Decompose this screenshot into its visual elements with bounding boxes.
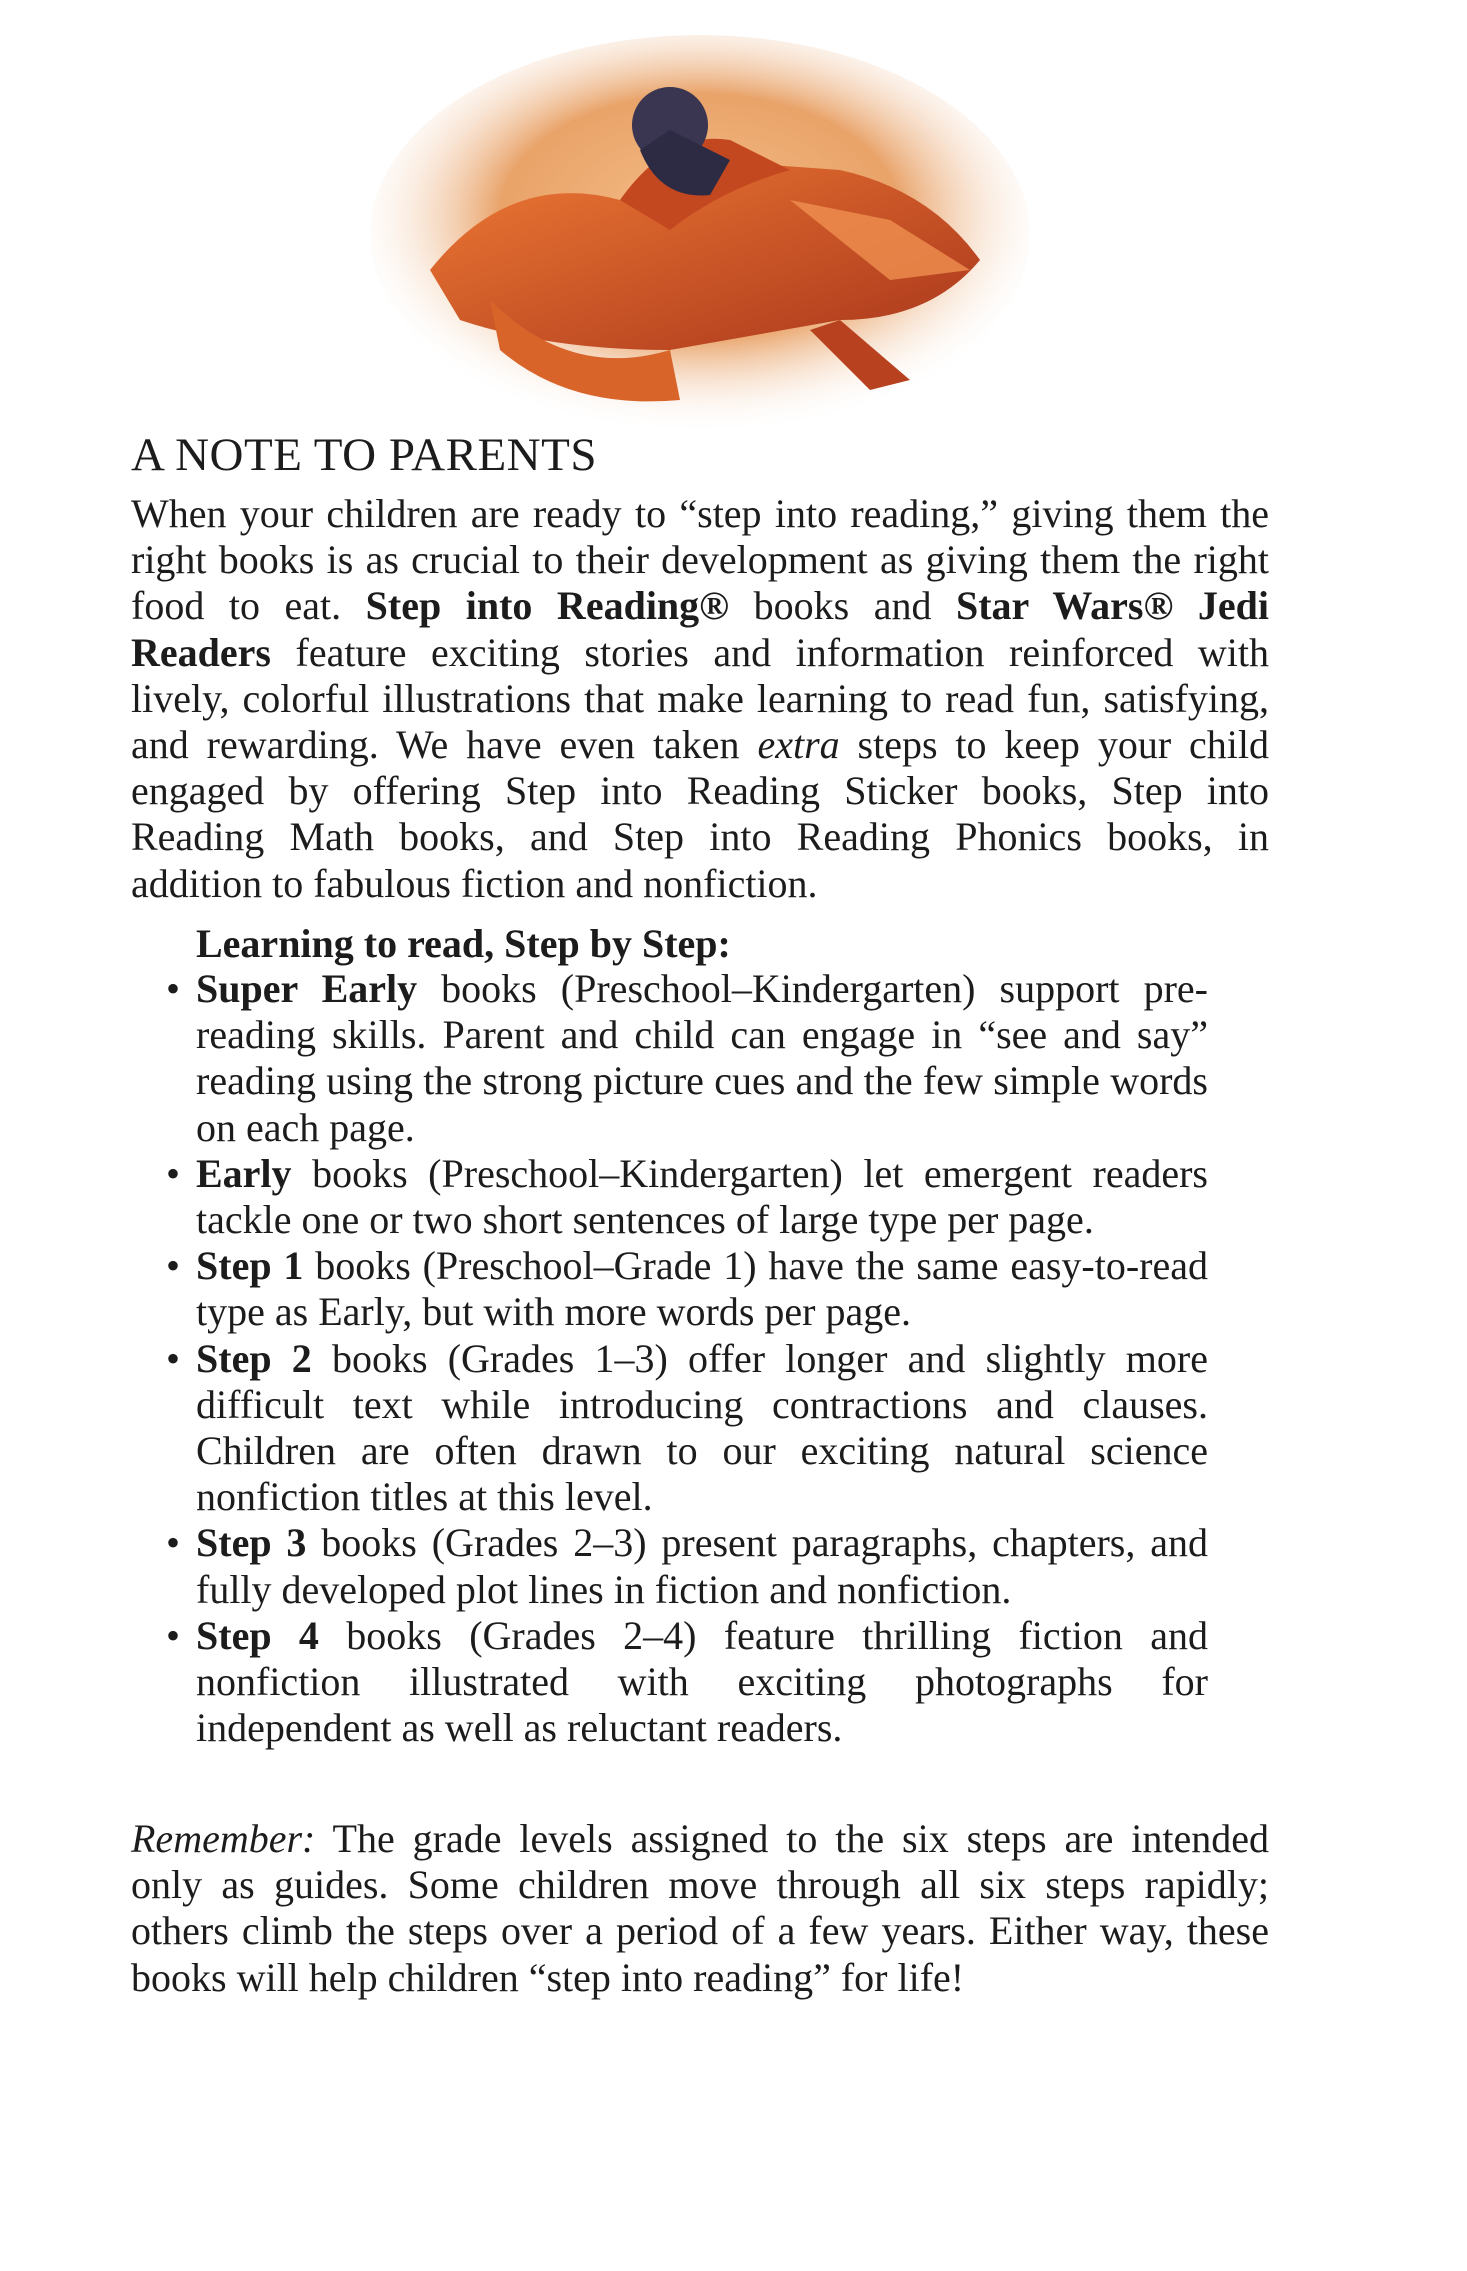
step-text: books (Grades 2–4) feature thrilling fiction and nonfiction illustrated with exciting photographs for independent as well as reluctant readers. — [196, 1612, 1208, 1751]
step-item-step-1 — [166, 1243, 1208, 1335]
step-label: Step 2 — [196, 1335, 312, 1381]
intro-emphasis: extra — [757, 722, 840, 768]
step-label: Step 4 — [196, 1612, 319, 1658]
step-label: Step 3 — [196, 1520, 307, 1566]
step-text: books (Preschool–Grade 1) have the same easy-to-read type as Early, but with more words per page. — [196, 1243, 1208, 1335]
speeder-bike-illustration-icon — [370, 20, 1030, 440]
steps-title: Learning to read, Step by Step: — [196, 921, 731, 966]
brand-step-into-reading: Step into Reading® — [365, 583, 730, 629]
bullet: • — [166, 1520, 181, 1566]
step-text: books (Preschool–Kindergarten) support pre-reading skills. Parent and child can engage in “see and say” reading using the strong picture cues and the few simple words on each page. — [196, 966, 1208, 1150]
step-label: Super Early — [196, 966, 418, 1011]
step-item-super-early — [166, 966, 1208, 1151]
intro-text-1: When your children are ready to “step into reading,” giving them the right books is as crucial to their development as giving them the right food to eat. — [131, 491, 1269, 629]
brand-star-wars-jedi-readers: Star Wars® Jedi Readers — [131, 583, 1270, 675]
intro-text-2: books and — [729, 583, 956, 629]
intro-text-4: steps to keep your child engaged by offering Step into Reading Sticker books, Step into Reading Math books, and Step into Reading Phonics books, in addition to fabulous fiction and nonfiction. — [131, 722, 1270, 906]
step-text: books (Preschool–Kindergarten) let emergent readers tackle one or two short sentences of large type per page. — [196, 1150, 1208, 1243]
step-item-step-4 — [166, 1612, 1208, 1752]
remember-paragraph — [131, 1816, 1269, 2001]
steps-list — [166, 966, 1208, 1751]
page-title: A NOTE TO PARENTS — [131, 429, 597, 481]
step-item-early — [166, 1150, 1208, 1243]
step-item-step-3 — [166, 1520, 1208, 1612]
bullet: • — [166, 1243, 181, 1289]
remember-text: The grade levels assigned to the six steps are intended only as guides. Some children move through all six steps rapidly; others climb the steps over a period of a few years. Either way, these books will help children “step into reading” for life! — [131, 1816, 1269, 2000]
step-text: books (Grades 2–3) present paragraphs, chapters, and fully developed plot lines in fiction and nonfiction. — [196, 1520, 1208, 1612]
step-item-step-2 — [166, 1335, 1208, 1521]
remember-label: Remember: — [131, 1816, 316, 1861]
step-label: Step 1 — [196, 1243, 304, 1289]
step-label: Early — [196, 1150, 292, 1196]
intro-text-3: feature exciting stories and information reinforced with lively, colorful illustrations that make learning to read fun, satisfying, and rewarding. We have even taken — [131, 629, 1269, 768]
bullet: • — [166, 966, 181, 1011]
bullet: • — [166, 1335, 181, 1381]
bullet: • — [166, 1612, 181, 1658]
step-text: books (Grades 1–3) offer longer and slightly more difficult text while introducing contractions and clauses. Children are often drawn to our exciting natural science nonfiction titles at this level. — [196, 1335, 1208, 1520]
bullet: • — [166, 1150, 181, 1196]
intro-paragraph — [131, 491, 1269, 907]
